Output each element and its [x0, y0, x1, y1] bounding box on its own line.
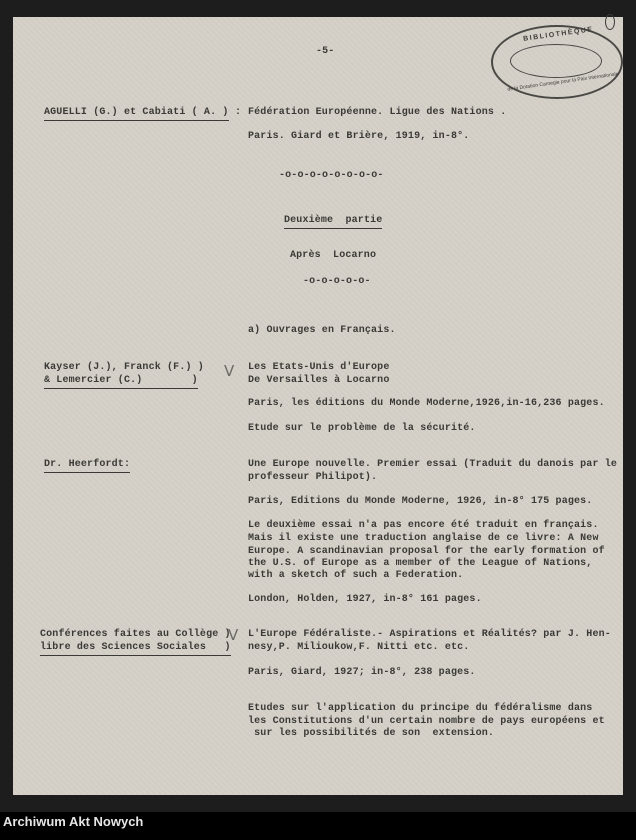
work-title-line: De Versailles à Locarno: [248, 375, 390, 386]
work-note-line: Europe. A scandinavian proposal for the early formation of: [248, 546, 605, 557]
work-note-line: the U.S. of Europe as a member of the League of Nations,: [248, 558, 593, 569]
divider: -o-o-o-o-o-o-o-o-: [279, 170, 384, 181]
stamp-top-text: BIBLIOTHÈQUE: [522, 26, 595, 43]
work-title-line: Une Europe nouvelle. Premier essai (Traduit du danois par le: [248, 459, 618, 470]
section-divider: -o-o-o-o-o-: [303, 276, 371, 287]
work-title-line: Les Etats-Unis d'Europe: [248, 362, 390, 373]
section-subheading: Après Locarno: [290, 250, 377, 261]
work-author-line: & Lemercier (C.) ): [44, 375, 198, 389]
work-title-line: professeur Philipot).: [248, 472, 378, 483]
page-number: -5-: [316, 46, 335, 57]
work-author-line: Conférences faites au Collège ): [40, 629, 231, 640]
work-note-line: Etudes sur l'application du principe du fédéralisme dans: [248, 703, 593, 714]
work-author-line: Kayser (J.), Franck (F.) ): [44, 362, 204, 373]
work-title-line: nesy,P. Milioukow,F. Nitti etc. etc.: [248, 642, 470, 653]
work-publication: Paris, les éditions du Monde Moderne,1926,in-16,236 pages.: [248, 398, 605, 409]
entry-author: AGUELLI (G.) et Cabiati ( A. ): [44, 107, 229, 121]
entry-publication: Paris. Giard et Brière, 1919, in-8°.: [248, 131, 470, 142]
work-author-line: libre des Sciences Sociales ): [40, 642, 231, 656]
work-note-line: les Constitutions d'un certain nombre de pays européens et: [248, 716, 605, 727]
entry-title: Fédération Européenne. Ligue des Nations .: [248, 107, 507, 118]
work-author-line: Dr. Heerfordt:: [44, 459, 130, 473]
archive-name: Archiwum Akt Nowych: [3, 814, 144, 829]
work-note-line: with a sketch of such a Federation.: [248, 570, 464, 581]
stamp-inner-oval: [510, 44, 602, 78]
library-stamp: [491, 25, 623, 99]
subsection-heading: a) Ouvrages en Français.: [248, 325, 396, 336]
work-publication: Paris, Giard, 1927; in-8°, 238 pages.: [248, 667, 476, 678]
stamp-bottom-text: de la Dotation Carnegie pour la Paix Internationale: [507, 71, 619, 93]
work-publication: Paris, Editions du Monde Moderne, 1926, in-8° 175 pages.: [248, 496, 593, 507]
work-note-line: Etude sur le problème de la sécurité.: [248, 423, 476, 434]
work-note-line: Le deuxième essai n'a pas encore été traduit en français.: [248, 520, 599, 531]
work-note-line: Mais il existe une traduction anglaise de ce livre: A New: [248, 533, 599, 544]
checkmark-icon: V: [224, 362, 235, 380]
handwritten-mark-icon: [605, 14, 615, 30]
section-heading: Deuxième partie: [284, 215, 382, 229]
work-title-line: L'Europe Fédéraliste.- Aspirations et Réalités? par J. Hen-: [248, 629, 611, 640]
entry-separator: :: [235, 107, 242, 118]
work-note-line: sur les possibilités de son extension.: [248, 728, 495, 739]
work-publication-2: London, Holden, 1927, in-8° 161 pages.: [248, 594, 482, 605]
checkmark-icon: V: [228, 626, 239, 644]
